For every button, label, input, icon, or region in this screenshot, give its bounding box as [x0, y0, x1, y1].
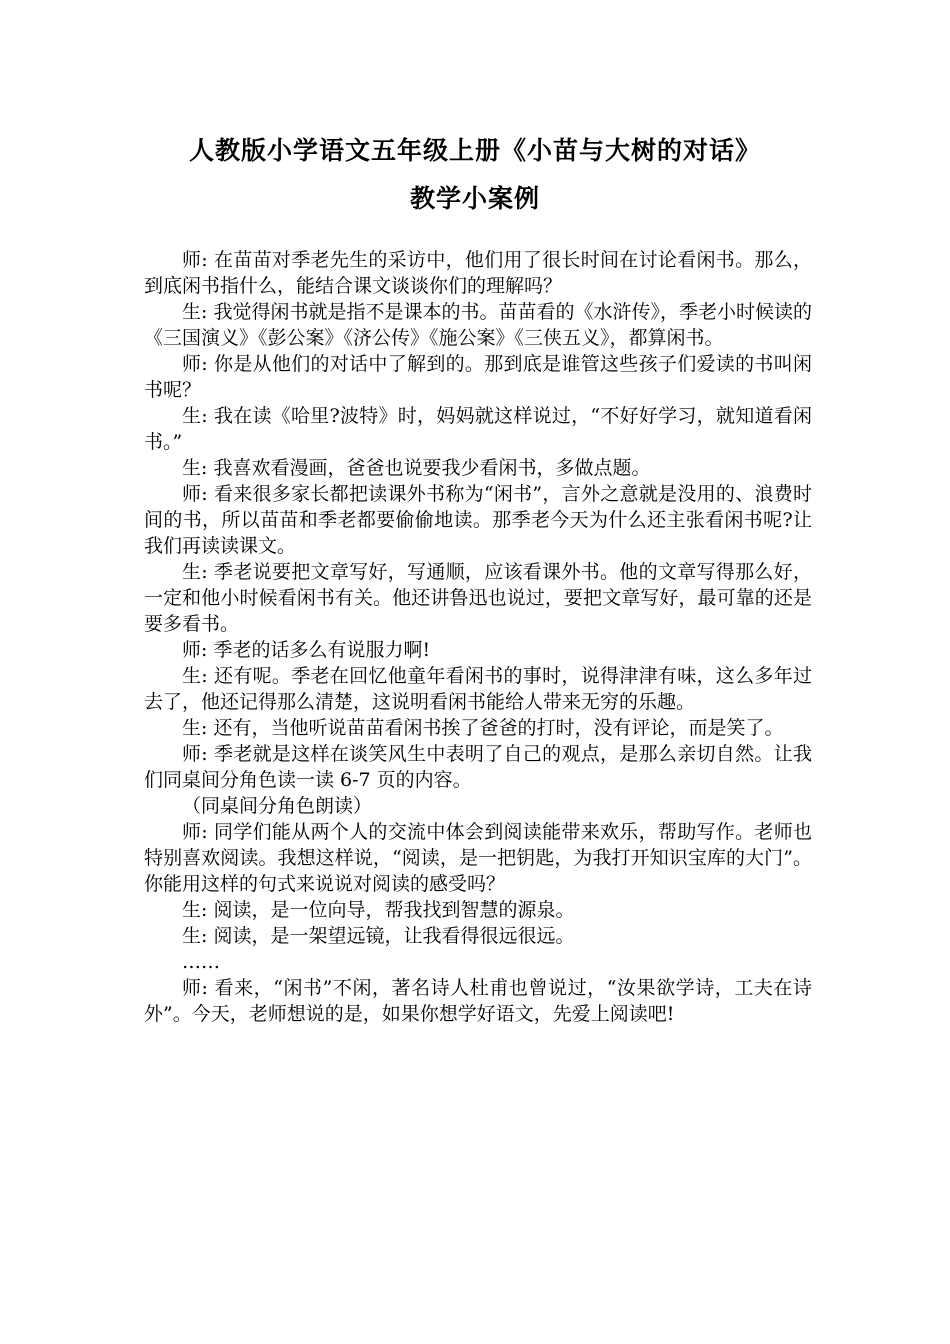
ellipsis-line: …… [182, 951, 220, 973]
paragraph: 师: 季老就是这样在谈笑风生中表明了自己的观点，是那么亲切自然。让我们同桌间分角色读一读 6-7 页的内容。 [144, 743, 812, 791]
paragraph: 师: 同学们能从两个人的交流中体会到阅读能带来欢乐，帮助写作。老师也特别喜欢阅读。我想这样说，“阅读，是一把钥匙，为我打开知识宝库的大门”。你能用这样的句式来说说对阅读的感受吗？ [144, 821, 812, 895]
paragraph: 师: 你是从他们的对话中了解到的。那到底是谁管这些孩子们爱读的书叫闲书呢？ [144, 353, 812, 401]
paragraph: 生: 阅读，是一位向导，帮我找到智慧的源泉。 [182, 899, 575, 921]
paragraph: 生: 阅读，是一架望远镜，让我看得很远很远。 [182, 925, 575, 947]
document-subtitle: 教学小案例 [409, 184, 540, 213]
paragraph: 生: 我喜欢看漫画，爸爸也说要我少看闲书，多做点题。 [182, 457, 651, 479]
paragraph: 生: 我觉得闲书就是指不是课本的书。苗苗看的《水浒传》，季老小时候读的《三国演义》《彭公案》《济公传》《施公案》《三侠五义》，都算闲书。 [144, 301, 812, 349]
document-title: 人教版小学语文五年级上册《小苗与大树的对话》 [188, 136, 761, 165]
paragraph: 师: 季老的话多么有说服力啊! [182, 639, 431, 661]
paragraph: 生: 还有，当他听说苗苗看闲书挨了爸爸的打时，没有评论，而是笑了。 [182, 717, 784, 739]
paragraph: 生: 季老说要把文章写好，写通顺，应该看课外书。他的文章写得那么好，一定和他小时候看闲书有关。他还讲鲁迅也说过，要把文章写好，最可靠的还是要多看书。 [144, 561, 812, 635]
paragraph: 师: 看来，“闲书”不闲，著名诗人杜甫也曾说过，“汝果欲学诗，工夫在诗外”。今天，老师想说的是，如果你想学好语文，先爱上阅读吧! [144, 977, 812, 1025]
document-body [144, 247, 812, 1027]
paragraph: 师: 看来很多家长都把读课外书称为“闲书”，言外之意就是没用的、浪费时间的书，所以苗苗和季老都要偷偷地读。那季老今天为什么还主张看闲书呢?让我们再读读课文。 [144, 483, 812, 557]
paragraph: 师: 在苗苗对季老先生的采访中，他们用了很长时间在讨论看闲书。那么，到底闲书指什么，能结合课文谈谈你们的理解吗？ [144, 249, 812, 297]
stage-direction: （同桌间分角色朗读） [182, 795, 373, 817]
paragraph: 生: 我在读《哈里?波特》时，妈妈就这样说过，“不好好学习，就知道看闲书。” [144, 405, 812, 453]
paragraph: 生: 还有呢。季老在回忆他童年看闲书的事时，说得津津有味，这么多年过去了，他还记得那么清楚，这说明看闲书能给人带来无穷的乐趣。 [144, 665, 812, 713]
